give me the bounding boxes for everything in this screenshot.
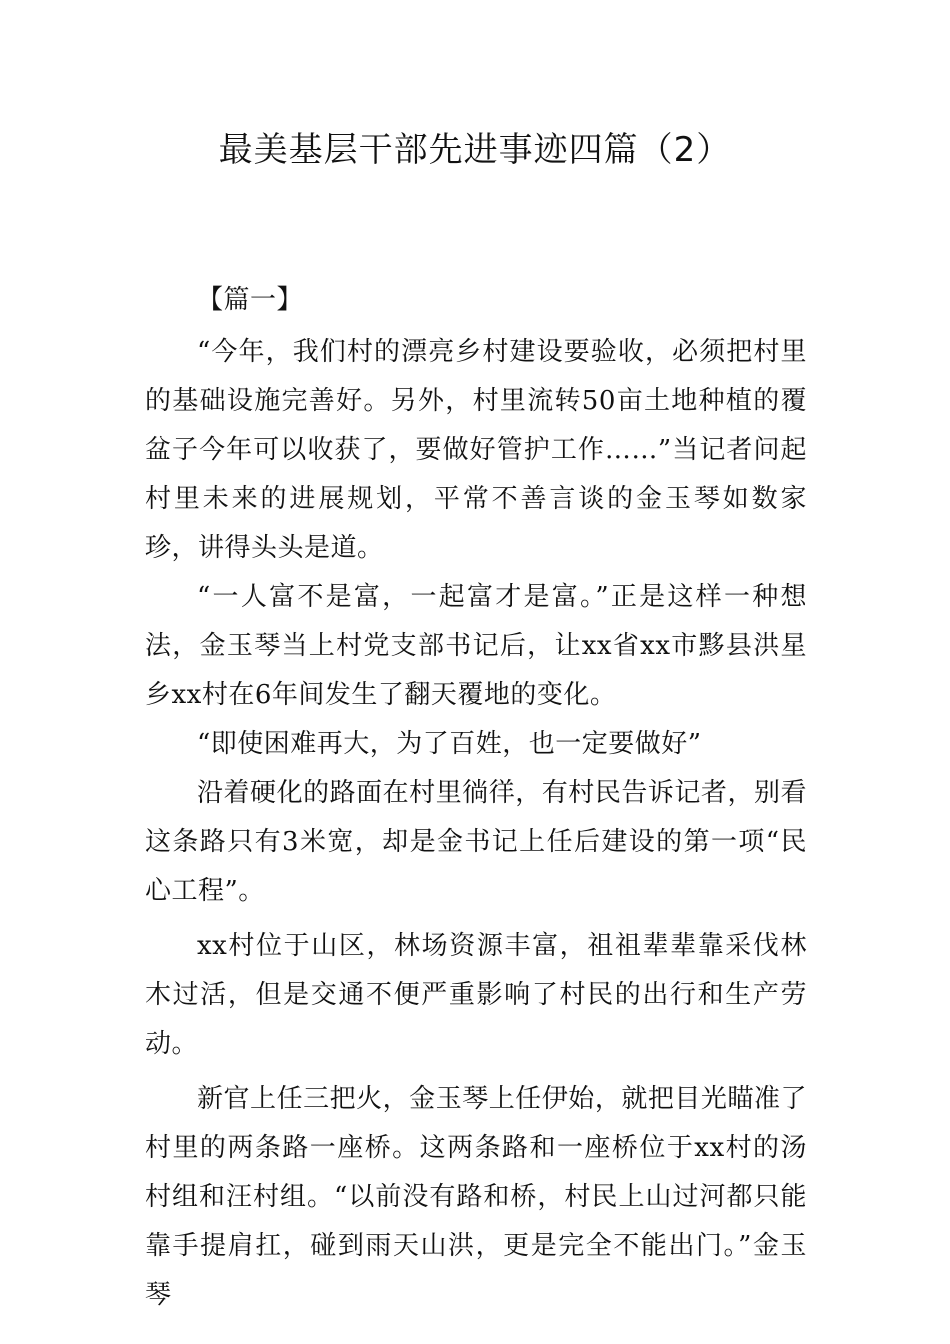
- paragraph: “一人富不是富，一起富才是富。”正是这样一种想法，金玉琴当上村党支部书记后，让xx省xx市黟县洪星乡xx村在6年间发生了翻天覆地的变化。: [145, 582, 807, 710]
- document-title: 最美基层干部先进事迹四篇（2）: [218, 130, 732, 170]
- section-label: 【篇一】: [197, 285, 304, 315]
- paragraph-subheading: “即使困难再大，为了百姓，也一定要做好”: [197, 729, 702, 759]
- paragraph: xx村位于山区，林场资源丰富，祖祖辈辈靠采伐林木过活，但是交通不便严重影响了村民的出行和生产劳动。: [145, 931, 807, 1059]
- paragraph: 新官上任三把火，金玉琴上任伊始，就把目光瞄准了村里的两条路一座桥。这两条路和一座桥位于xx村的汤村组和汪村组。“以前没有路和桥，村民上山过河都只能靠手提肩扛，碰到雨天山洪，更是完全不能出门。”金玉琴: [145, 1084, 807, 1310]
- paragraph: “今年，我们村的漂亮乡村建设要验收，必须把村里的基础设施完善好。另外，村里流转50亩土地种植的覆盆子今年可以收获了，要做好管护工作……”当记者问起村里未来的进展规划，平常不善言谈的金玉琴如数家珍，讲得头头是道。: [145, 337, 807, 563]
- document-body: [145, 276, 807, 1320]
- paragraph: 沿着硬化的路面在村里徜徉，有村民告诉记者，别看这条路只有3米宽，却是金书记上任后建设的第一项“民心工程”。: [145, 778, 807, 906]
